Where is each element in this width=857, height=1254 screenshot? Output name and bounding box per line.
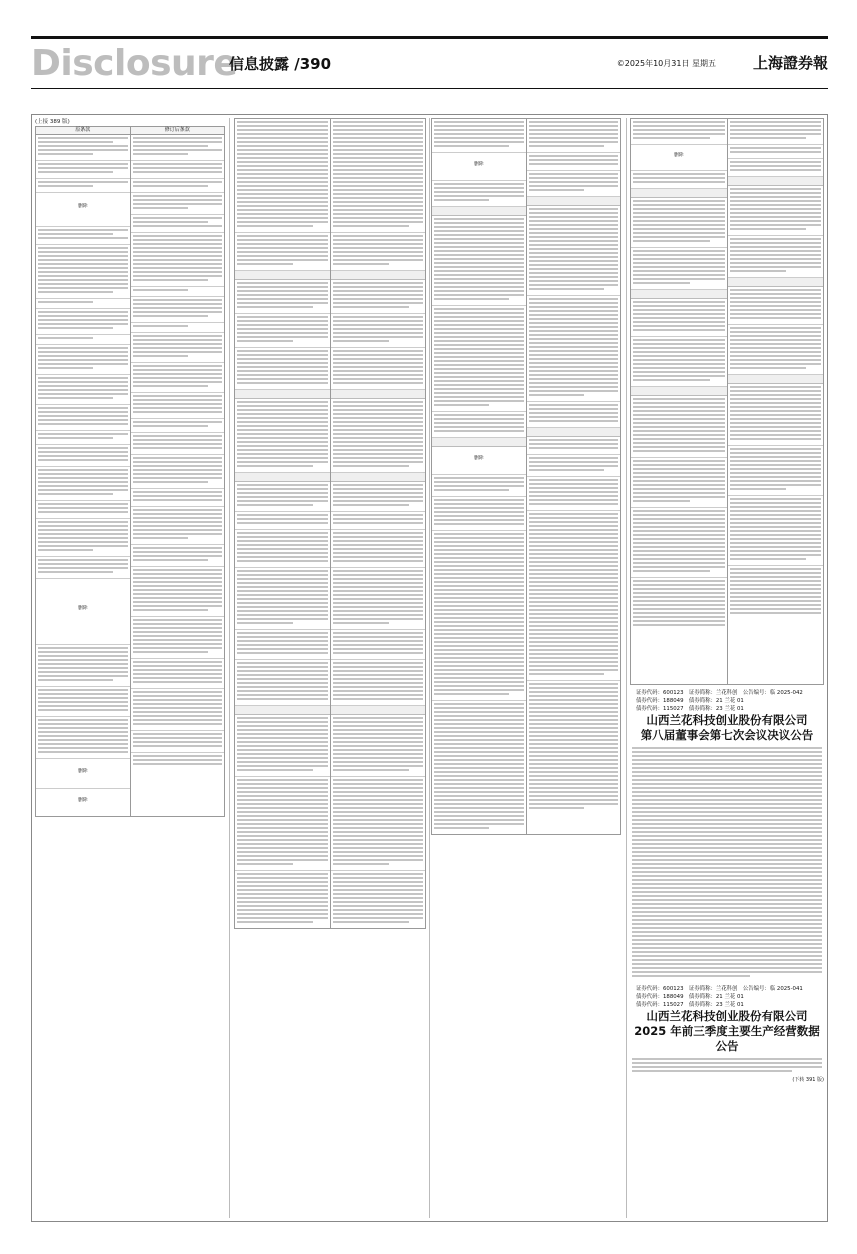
column-3 [431, 118, 621, 1218]
deleted-label: 删除 [77, 204, 88, 209]
amendment-table [431, 118, 621, 835]
deleted-label: 删除 [673, 153, 684, 158]
notice-title: 2025 年前三季度主要生产经营数据公告 [634, 1024, 820, 1053]
table-right [727, 119, 824, 684]
continued-from: (上接 389 版) [35, 119, 70, 125]
notice-code-line: 证券代码：600123 证券简称：兰花科创 公告编号：临 2025-042 [636, 690, 803, 696]
notice-body [630, 1056, 824, 1076]
deleted-label: 删除 [473, 162, 484, 167]
masthead [31, 44, 828, 84]
deleted-label: 删除 [77, 769, 88, 774]
production-data-notice [630, 981, 824, 1056]
deleted-label: 删除 [77, 606, 88, 611]
table-header-right: 修订后条款 [131, 127, 225, 135]
notice-code-line: 债券代码：188049 债券简称：21 兰花 01 [636, 698, 744, 704]
deleted-label: 删除 [77, 798, 88, 803]
column-1 [35, 118, 225, 1218]
table-left [432, 119, 526, 834]
top-rule [31, 36, 828, 39]
table-left [631, 119, 727, 684]
masthead-rule [31, 88, 828, 89]
column-divider [229, 118, 230, 1218]
notice-code-line: 债券代码：115027 债券简称：23 兰花 01 [636, 706, 744, 712]
table-right [330, 119, 426, 928]
amendment-table [35, 126, 225, 817]
board-resolution-notice [630, 685, 824, 745]
amendment-table [234, 118, 426, 929]
amendment-table [630, 118, 824, 685]
continued-to: (下转 391 版) [792, 1077, 824, 1083]
table-left [235, 119, 330, 928]
table-right [526, 119, 621, 834]
deleted-label: 删除 [473, 456, 484, 461]
section-title: 信息披露 /390 [229, 55, 332, 73]
table-right [130, 127, 225, 816]
paper-name: 上海證券報 [752, 54, 828, 72]
table-header-left: 原条款 [36, 127, 130, 135]
notice-company: 山西兰花科技创业股份有限公司 [646, 713, 808, 727]
brand-logo: Disclosure [31, 43, 238, 84]
column-divider [429, 118, 430, 1218]
notice-body [630, 745, 824, 981]
notice-company: 山西兰花科技创业股份有限公司 [646, 1009, 808, 1023]
notice-code-line: 债券代码：188049 债券简称：21 兰花 01 [636, 994, 744, 1000]
notice-code-line: 债券代码：115027 债券简称：23 兰花 01 [636, 1002, 744, 1008]
notice-title: 第八届董事会第七次会议决议公告 [640, 728, 814, 742]
table-left [36, 127, 130, 816]
column-4 [630, 118, 824, 1218]
notice-code-line: 证券代码：600123 证券简称：兰花科创 公告编号：临 2025-041 [636, 986, 803, 992]
issue-date: ©2025年10月31日 星期五 [616, 59, 716, 68]
column-divider [626, 118, 627, 1218]
column-2 [234, 118, 426, 1218]
